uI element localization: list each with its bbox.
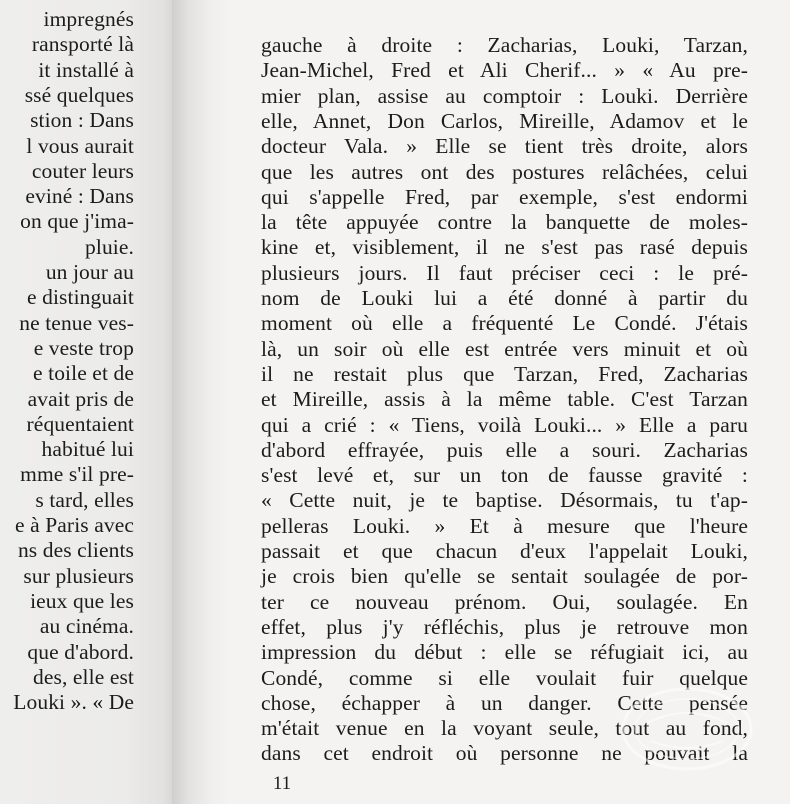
- left-page-line: e à Paris avec: [15, 513, 134, 537]
- left-page-line: s tard, elles: [35, 487, 134, 512]
- right-page-line: « Cette nuit, je te baptise. Désormais, tu t'ap-: [261, 488, 748, 513]
- left-page-line: ssé quelques: [24, 82, 134, 107]
- left-page-line: on que j'ima-: [20, 209, 134, 234]
- right-page-line: docteur Vala. » Elle se tient très droite, alors: [261, 134, 748, 159]
- left-page-line: Louki ». « De: [13, 690, 134, 715]
- right-page-line: nom de Louki lui a été donné à partir du: [261, 286, 748, 310]
- right-page-line: d'abord effrayée, puis elle a souri. Zacharias: [261, 437, 748, 462]
- left-page-line: couter leurs: [31, 158, 134, 183]
- left-page-line: impregnés: [43, 7, 134, 31]
- right-page-line: impression du début : elle se réfugiait ici, au: [261, 640, 748, 665]
- right-page-line: effet, plus j'y réfléchis, plus je retrouve mon: [261, 614, 748, 639]
- right-page-line: Jean-Michel, Fred et Ali Cherif... » « Au pre-: [261, 58, 748, 83]
- right-page-line: mier plan, assise au comptoir : Louki. Derrière: [261, 83, 748, 108]
- left-page-line: ieux que les: [30, 588, 134, 613]
- left-page-line: réquentaient: [26, 411, 134, 436]
- right-page-line: la tête appuyée contre la banquette de moles-: [261, 210, 748, 235]
- left-page-line: e distinguait: [27, 285, 134, 310]
- left-page-line: ne tenue ves-: [19, 310, 134, 335]
- left-page-line: un jour au: [45, 260, 134, 284]
- page-number: 11: [272, 773, 292, 794]
- right-page-line: là, un soir où elle est entrée vers minuit et où: [261, 336, 748, 361]
- left-page-line: ns des clients: [17, 538, 134, 563]
- book-gutter: [172, 0, 228, 804]
- right-page-line: kine et, visiblement, il ne s'est pas rasé depuis: [261, 235, 748, 260]
- right-page-line: elle, Annet, Don Carlos, Mireille, Adamov et le: [261, 108, 748, 133]
- left-page-line: ransporté là: [31, 32, 134, 57]
- left-page-line: stion : Dans: [30, 108, 134, 133]
- left-page-line: avait pris de: [27, 386, 134, 411]
- right-page-line: et Mireille, assis à la même table. C'est Tarzan: [261, 387, 748, 412]
- left-page-line: e toile et de: [33, 361, 134, 386]
- left-page-line: mme s'il pre-: [20, 462, 134, 487]
- left-page-line: au cinéma.: [39, 614, 134, 639]
- right-page-line: plusieurs jours. Il faut préciser ceci : le pré-: [261, 260, 748, 285]
- left-page: [0, 0, 178, 804]
- left-page-line: it installé à: [38, 57, 134, 82]
- left-page-line: habitué lui: [41, 437, 134, 462]
- left-page-line: eviné : Dans: [25, 184, 134, 209]
- stamp-seal-icon: [617, 683, 757, 775]
- right-page-line: m'était venue en la voyant seule, tout au fond,: [261, 716, 748, 741]
- right-page-line: chose, échapper à un danger. Cette pensée: [261, 690, 748, 715]
- left-page-line: e veste trop: [33, 335, 134, 360]
- right-page-line: qui a crié : « Tiens, voilà Louki... » Elle a paru: [261, 412, 748, 437]
- left-page-line: que d'abord.: [27, 639, 134, 664]
- right-page-line: ter ce nouveau prénom. Oui, soulagée. En: [261, 589, 748, 614]
- right-page-line: gauche à droite : Zacharias, Louki, Tarzan,: [261, 33, 748, 57]
- left-page-line: des, elle est: [33, 664, 134, 689]
- right-page-line: moment où elle a fréquenté Le Condé. J'étais: [261, 311, 748, 336]
- left-page-line: l vous aurait: [26, 133, 134, 158]
- right-page-line: il ne restait plus que Tarzan, Fred, Zacharias: [261, 361, 748, 386]
- right-page-line: Condé, comme si elle voulait fuir quelque: [261, 665, 748, 690]
- left-page-line: pluie.: [85, 234, 134, 259]
- right-page-line: s'est levé et, sur un ton de fausse gravité :: [261, 463, 748, 488]
- right-page-line: dans cet endroit où personne ne pouvait la: [261, 741, 748, 766]
- right-page-line: qui s'appelle Fred, par exemple, s'est endormi: [261, 184, 748, 209]
- right-page-line: que les autres ont des postures relâchées, celui: [261, 159, 748, 184]
- right-page-line: pelleras Louki. » Et à mesure que l'heure: [261, 513, 748, 538]
- right-page-line: passait et que chacun d'eux l'appelait Louki,: [261, 539, 748, 563]
- left-page-line: sur plusieurs: [23, 563, 134, 588]
- right-page-line: je crois bien qu'elle se sentait soulagée de por-: [261, 564, 748, 589]
